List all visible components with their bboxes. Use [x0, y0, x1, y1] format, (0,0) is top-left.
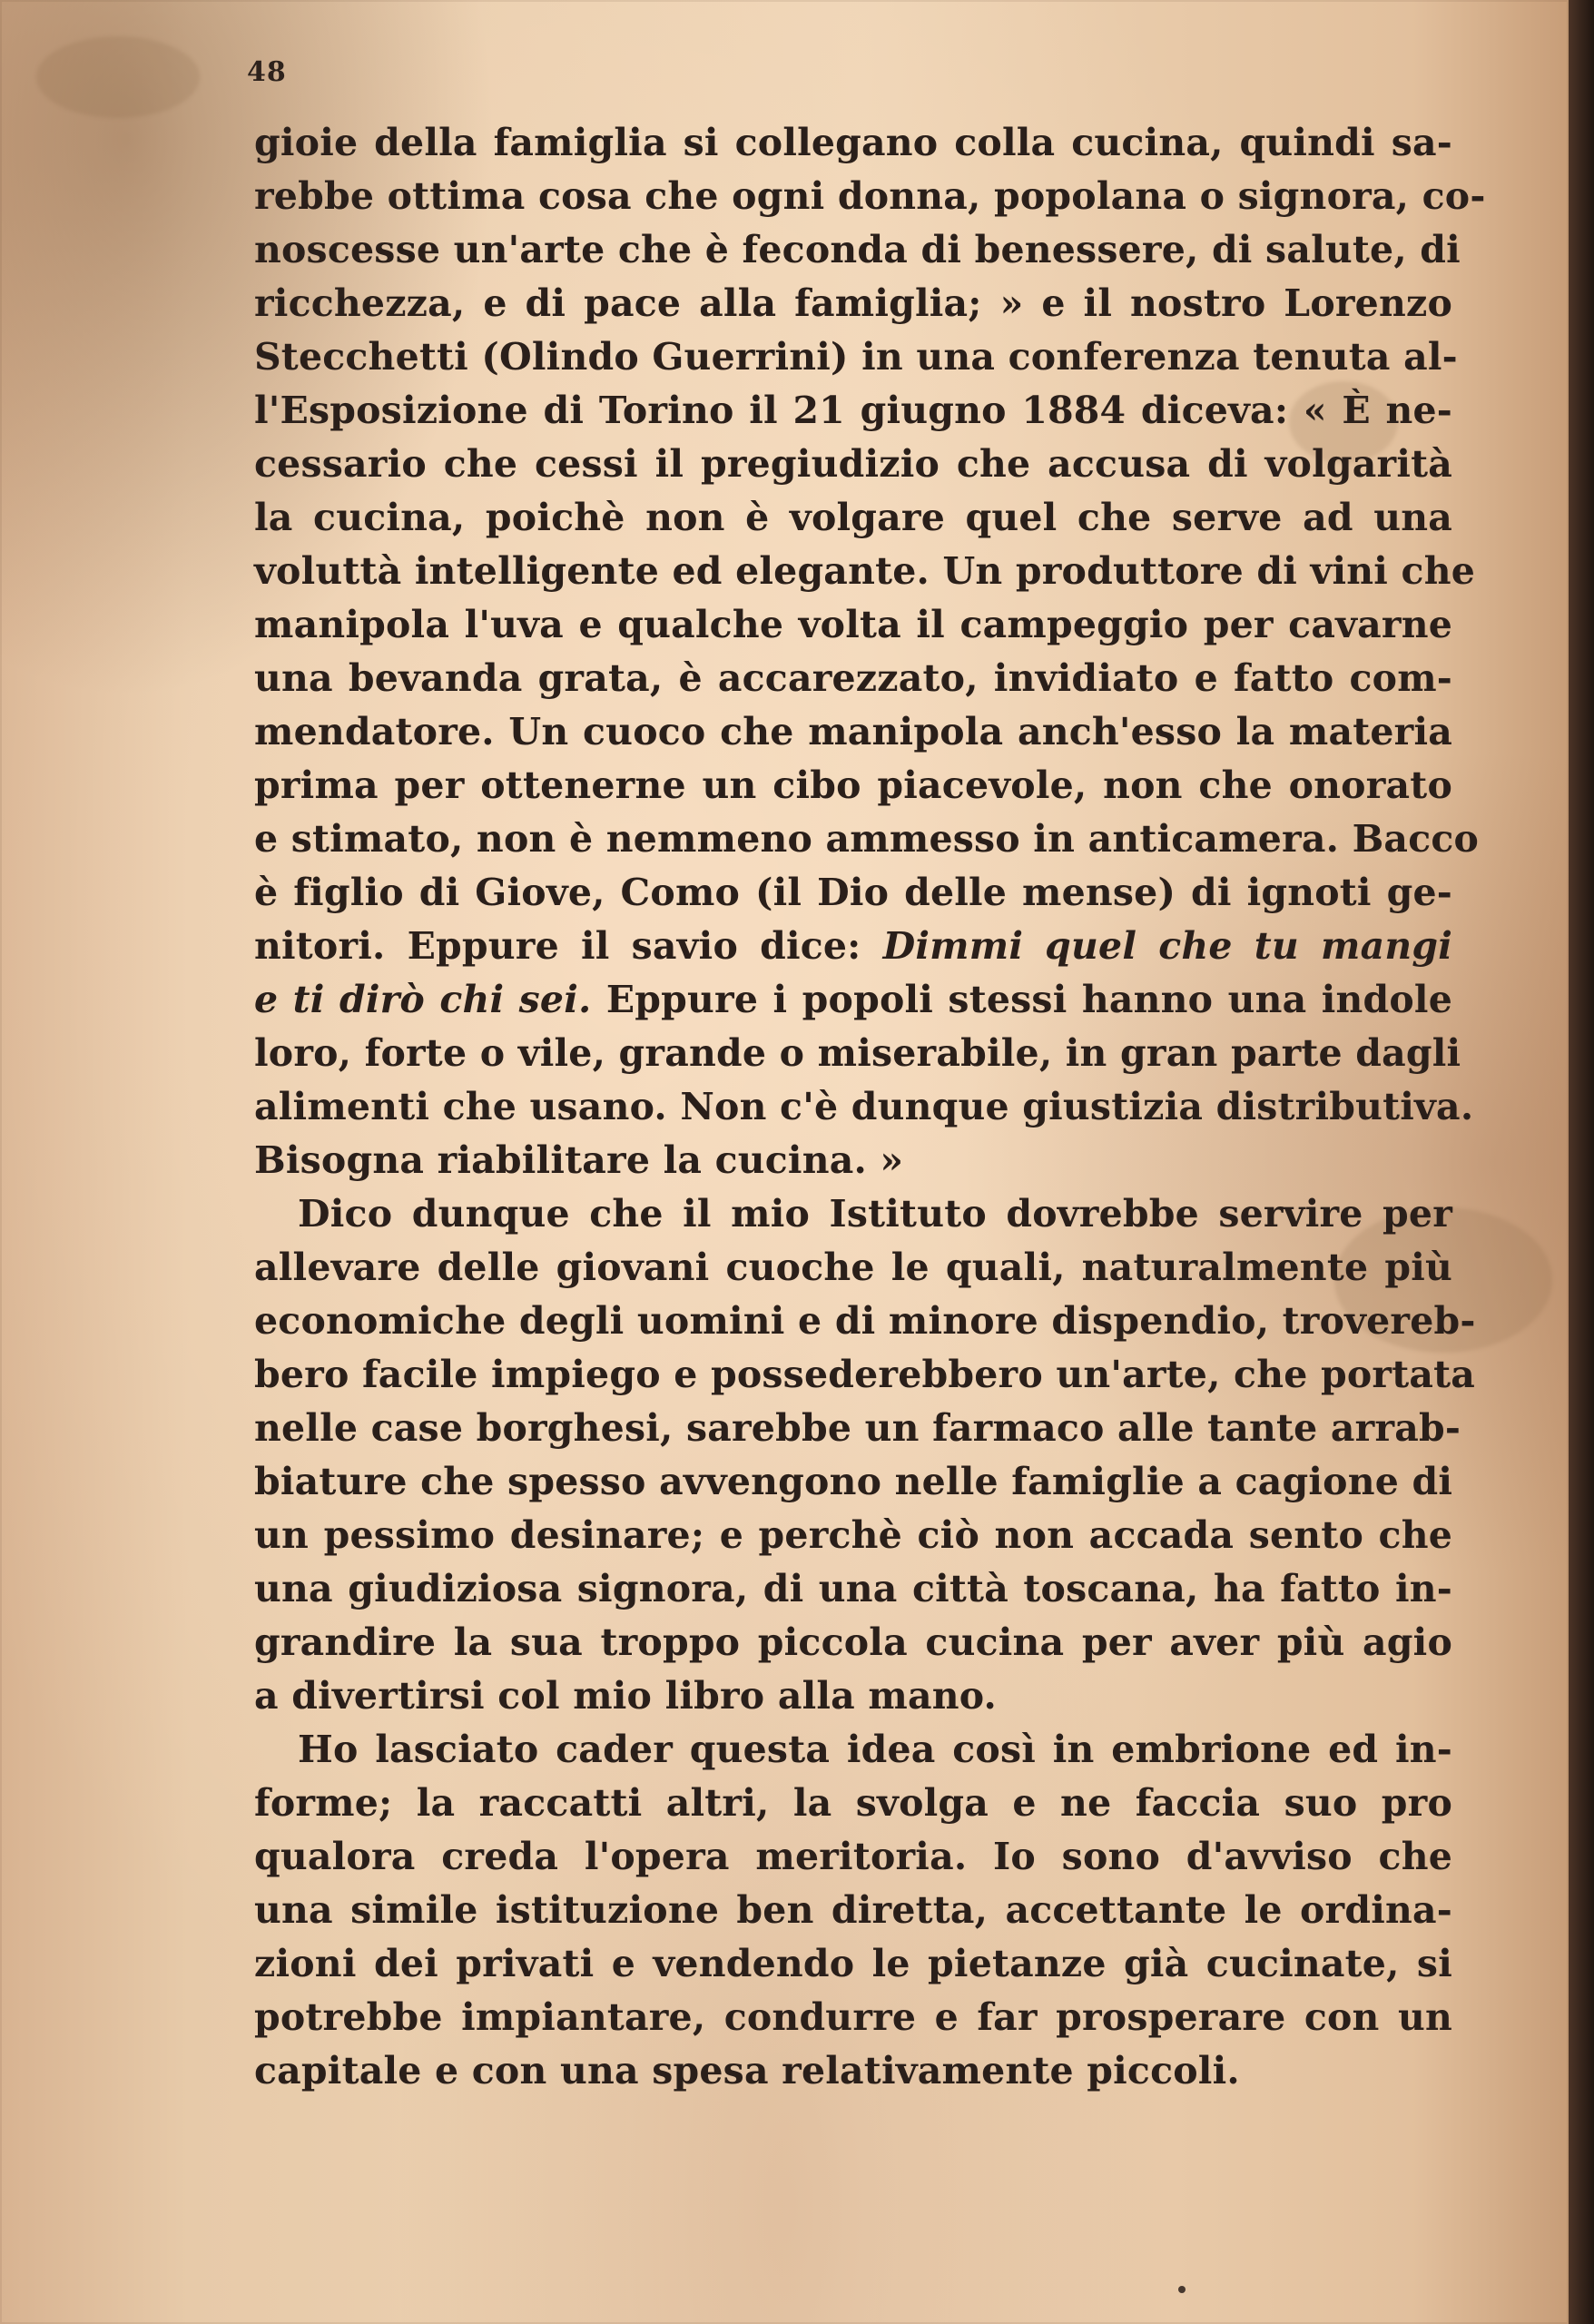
text-line: e stimato, non è nemmeno ammesso in anticamera. Bacco: [254, 817, 1480, 861]
text-line: allevare delle giovani cuoche le quali, naturalmente più: [254, 1246, 1452, 1289]
text-line: biature che spesso avvengono nelle famiglie a cagione di: [254, 1460, 1453, 1503]
text-line: potrebbe impiantare, condurre e far prosperare con un: [254, 1995, 1452, 2039]
text-line: è figlio di Giove, Como (il Dio delle mense) di ignoti ge-: [254, 871, 1452, 914]
text-line: capitale e con una spesa relativamente piccoli.: [254, 2049, 1240, 2093]
scan-edge: [1569, 0, 1594, 2324]
text-line: cessario che cessi il pregiudizio che accusa di volgarità: [254, 442, 1452, 486]
text-line: mendatore. Un cuoco che manipola anch'esso la materia: [254, 710, 1452, 753]
text-line: Stecchetti (Olindo Guerrini) in una conferenza tenuta al-: [254, 335, 1458, 379]
page-stain: [36, 36, 200, 118]
text-line: forme; la raccatti altri, la svolga e ne faccia suo pro: [254, 1781, 1452, 1825]
text-line: loro, forte o vile, grande o miserabile, in gran parte dagli: [254, 1031, 1461, 1075]
text-line: rebbe ottima cosa che ogni donna, popolana o signora, co-: [254, 174, 1486, 218]
page-text: [254, 116, 1486, 2098]
text-line: una simile istituzione ben diretta, accettante le ordina-: [254, 1888, 1452, 1932]
text-line: una giudiziosa signora, di una città toscana, ha fatto in-: [254, 1567, 1452, 1610]
text-line: Bisogna riabilitare la cucina. »: [254, 1138, 904, 1182]
text-line: Dico dunque che il mio Istituto dovrebbe servire per: [298, 1192, 1452, 1236]
text-run: Eppure i popoli stessi hanno una indole: [605, 978, 1452, 1021]
text-line-mixed: [254, 973, 1452, 1027]
page-number: 48: [247, 56, 287, 88]
text-line: manipola l'uva e qualche volta il campeggio per cavarne: [254, 603, 1452, 646]
text-line: alimenti che usano. Non c'è dunque giustizia distributiva.: [254, 1085, 1474, 1128]
text-line: gioie della famiglia si collegano colla cucina, quindi sa-: [254, 121, 1452, 164]
text-line: grandire la sua troppo piccola cucina per aver più agio: [254, 1620, 1452, 1664]
text-line-mixed: [254, 920, 1452, 973]
text-line: la cucina, poichè non è volgare quel che serve ad una: [254, 496, 1452, 539]
text-run: nitori. Eppure il savio dice:: [254, 924, 861, 968]
text-line: Ho lasciato cader questa idea così in embrione ed in-: [298, 1728, 1452, 1771]
italic-quote: e ti dirò chi sei.: [254, 978, 592, 1021]
print-speck: [1178, 2286, 1186, 2293]
text-line: a divertirsi col mio libro alla mano.: [254, 1674, 998, 1718]
text-line: prima per ottenerne un cibo piacevole, non che onorato: [254, 763, 1452, 807]
text-line: voluttà intelligente ed elegante. Un produttore di vini che: [254, 549, 1476, 593]
text-line: economiche degli uomini e di minore dispendio, trovereb-: [254, 1299, 1476, 1343]
text-line: una bevanda grata, è accarezzato, invidiato e fatto com-: [254, 656, 1452, 700]
text-line: l'Esposizione di Torino il 21 giugno 1884 diceva: « È ne-: [254, 389, 1452, 432]
text-line: ricchezza, e di pace alla famiglia; » e il nostro Lorenzo: [254, 281, 1452, 325]
text-line: bero facile impiego e possederebbero un'arte, che portata: [254, 1353, 1476, 1396]
text-line: un pessimo desinare; e perchè ciò non accada sento che: [254, 1513, 1452, 1557]
text-line: nelle case borghesi, sarebbe un farmaco alle tante arrab-: [254, 1406, 1461, 1450]
italic-quote: Dimmi quel che tu mangi: [882, 924, 1452, 968]
text-line: noscesse un'arte che è feconda di benessere, di salute, di: [254, 228, 1461, 271]
text-line: zioni dei privati e vendendo le pietanze già cucinate, si: [254, 1942, 1452, 1985]
text-line: qualora creda l'opera meritoria. Io sono d'avviso che: [254, 1835, 1452, 1878]
